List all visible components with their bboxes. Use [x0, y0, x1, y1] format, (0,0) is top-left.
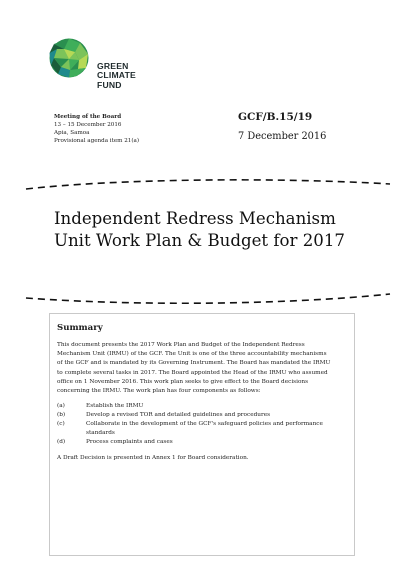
meeting-title: Meeting of the Board: [54, 114, 122, 120]
logo-line: GREEN: [97, 61, 129, 71]
summary-paragraph: [57, 341, 348, 396]
list-item: [57, 420, 348, 438]
decorative-swoosh-bottom: [24, 290, 392, 306]
summary-line: This document presents the 2017 Work Plan and Budget of the Independent Redress: [57, 342, 305, 348]
summary-line: concerning the IRMU. The work plan has four components as follows:: [57, 388, 261, 395]
list-item: [57, 411, 348, 420]
list-text: Develop a revised TOR and detailed guidelines and procedures: [86, 412, 271, 419]
document-number: GCF/B.15/19: [238, 111, 313, 123]
summary-line: office on 1 November 2016. This work plan seeks to give effect to the Board decisions: [57, 378, 309, 385]
list-marker: (b): [57, 412, 66, 419]
summary-line: to complete several tasks in 2017. The Board appointed the Head of the IRMU who assumed: [57, 369, 328, 376]
list-item: [57, 438, 348, 447]
document-reference: [238, 111, 326, 143]
summary-closing: A Draft Decision is presented in Annex 1 for Board consideration.: [57, 454, 249, 461]
document-date: 7 December 2016: [238, 131, 327, 142]
document-title-line: Independent Redress Mechanism: [54, 209, 336, 228]
logo-line: FUND: [97, 79, 122, 90]
meeting-dates: 13 – 15 December 2016: [54, 122, 122, 129]
document-title: [54, 208, 345, 251]
document-title-line: Unit Work Plan & Budget for 2017: [54, 230, 345, 250]
meeting-agenda-item: Provisional agenda item 21(a): [54, 138, 140, 145]
list-marker: (a): [57, 403, 65, 410]
list-text: Collaborate in the development of the GCF's safeguard policies and performance standards: [86, 421, 323, 436]
summary-heading: Summary: [57, 323, 103, 333]
summary-line: of the GCF and is mandated by its Governing Instrument. The Board has mandated the IRMU: [57, 360, 331, 367]
component-list: [57, 402, 348, 447]
list-marker: (c): [57, 421, 65, 428]
list-marker: (d): [57, 438, 66, 445]
gcf-globe-logo-icon: [49, 38, 89, 78]
decorative-swoosh-top: [24, 176, 392, 192]
list-item: [57, 402, 348, 411]
list-text: Process complaints and cases: [86, 438, 173, 445]
summary-box: [49, 313, 355, 556]
meeting-info: [54, 113, 139, 145]
summary-line: Mechanism Unit (IRMU) of the GCF. The Unit is one of the three accountability mechanisms: [57, 351, 327, 358]
meeting-location: Apia, Samoa: [54, 130, 90, 137]
logo-wordmark: [97, 62, 136, 90]
list-text: Establish the IRMU: [86, 403, 144, 410]
logo-line: CLIMATE: [97, 70, 136, 81]
